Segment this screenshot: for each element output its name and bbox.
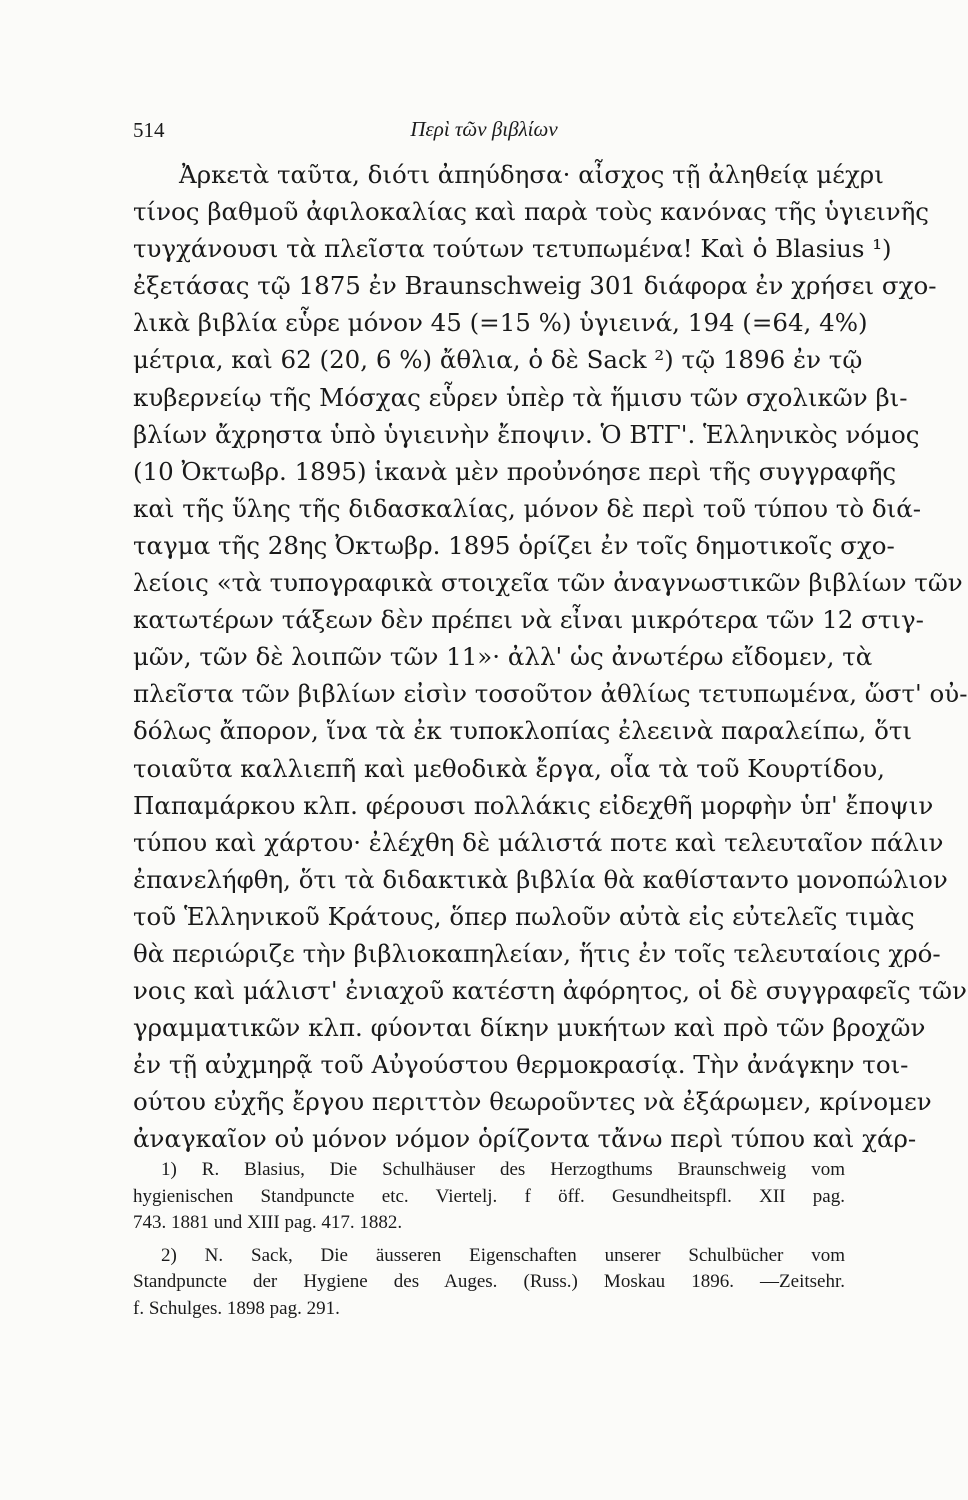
text-line: τοιαῦτα καλλιεπῆ καὶ μεθοδικὰ ἔργα, οἷα τὰ τοῦ Κουρτίδου,: [133, 753, 885, 783]
text-line: Παπαμάρκου κλπ. φέρουσι πολλάκις εἰδεχθῆ μορφὴν ὑπ' ἔποψιν: [133, 790, 934, 820]
text-line: τυγχάνουσι τὰ πλεῖστα τούτων τετυπωμένα! Καὶ ὁ Blasius ¹): [133, 234, 892, 264]
footnote-line: Standpuncte der Hygiene des Auges. (Russ.) Moskau 1896. —Zeitsehr.: [133, 1271, 845, 1292]
text-line: βλίων ἄχρηστα ὑπὸ ὑγιεινὴν ἔποψιν. Ὁ ΒΤΓ'. Ἑλληνικὸς νόμος: [133, 419, 920, 449]
text-line: (10 Ὀκτωβρ. 1895) ἱκανὰ μὲν προὐνόησε περὶ τῆς συγγραφῆς: [133, 456, 897, 486]
footnote-2: [133, 1243, 845, 1323]
footnote-line: hygienischen Standpuncte etc. Viertelj. f öff. Gesundheitspfl. XII pag.: [133, 1185, 845, 1207]
text-line: ἐξετάσας τῷ 1875 ἐν Braunschweig 301 διάφορα ἐν χρήσει σχο-: [133, 271, 937, 301]
body-text: [133, 156, 968, 1158]
text-line: κυβερνείῳ τῆς Μόσχας εὗρεν ὑπὲρ τὰ ἥμισυ τῶν σχολικῶν βι-: [133, 382, 908, 412]
text-line: νοις καὶ μάλιστ' ἐνιαχοῦ κατέστη ἀφόρητος, οἱ δὲ συγγραφεῖς τῶν: [133, 976, 967, 1006]
footnote-line: f. Schulges. 1898 pag. 291.: [133, 1297, 340, 1319]
text-line: ἐν τῇ αὐχμηρᾷ τοῦ Αὐγούστου θερμοκρασίᾳ. Τὴν ἀνάγκην τοι-: [133, 1050, 909, 1080]
footnote-line: 2) N. Sack, Die äusseren Eigenschaften unserer Schulbücher vom: [161, 1244, 845, 1266]
footnote-line: 743. 1881 und XIII pag. 417. 1882.: [133, 1212, 403, 1233]
running-title: Περὶ τῶν βιβλίων: [410, 117, 558, 141]
text-line: τύπου καὶ χάρτου· ἐλέχθη δὲ μάλιστά ποτε καὶ τελευταῖον πάλιν: [133, 827, 944, 857]
text-line: ούτου εὐχῆς ἔργου περιττὸν θεωροῦντες νὰ ἐξάρωμεν, κρίνομεν: [133, 1087, 932, 1117]
text-line: λικὰ βιβλία εὗρε μόνον 45 (=15 %) ὑγιεινά, 194 (=64, 4%): [133, 308, 868, 338]
text-line: ταγμα τῆς 28ης Ὀκτωβρ. 1895 ὁρίζει ἐν τοῖς δημοτικοῖς σχο-: [133, 530, 895, 560]
text-line: μέτρια, καὶ 62 (20, 6 %) ἄθλια, ὁ δὲ Sack ²) τῷ 1896 ἐν τῷ: [133, 345, 863, 375]
text-line: δόλως ἄπορον, ἵνα τὰ ἐκ τυποκλοπίας ἐλεεινὰ παραλείπω, ὅτι: [133, 716, 913, 746]
text-line: Ἀρκετὰ ταῦτα, διότι ἀπηύδησα· αἶσχος τῇ ἀληθείᾳ μέχρι: [179, 160, 884, 189]
text-line: θὰ περιώριζε τὴν βιβλιοκαπηλείαν, ἥτις ἐν τοῖς τελευταίοις χρό-: [133, 938, 941, 968]
text-line: τοῦ Ἑλληνικοῦ Κράτους, ὅπερ πωλοῦν αὐτὰ εἰς εὐτελεῖς τιμὰς: [133, 901, 915, 931]
text-line: πλεῖστα τῶν βιβλίων εἰσὶν τοσοῦτον ἀθλίως τετυπωμένα, ὥστ' οὐ-: [133, 679, 968, 709]
footnotes: [133, 1157, 845, 1322]
text-line: τίνος βαθμοῦ ἀφιλοκαλίας καὶ παρὰ τοὺς κανόνας τῆς ὑγιεινῆς: [133, 197, 930, 227]
text-line: ἐπανελήφθη, ὅτι τὰ διδακτικὰ βιβλία θὰ καθίσταντο μονοπώλιον: [133, 864, 948, 894]
text-line: κατωτέρων τάξεων δὲν πρέπει νὰ εἶναι μικρότερα τῶν 12 στιγ-: [133, 605, 924, 635]
text-line: γραμματικῶν κλπ. φύονται δίκην μυκήτων καὶ πρὸ τῶν βροχῶν: [133, 1013, 926, 1043]
footnote-1: [133, 1157, 845, 1237]
text-line: ἀναγκαῖον οὐ μόνον νόμον ὁρίζοντα τἄνω περὶ τύπου καὶ χάρ-: [133, 1124, 917, 1154]
text-line: καὶ τῆς ὕλης τῆς διδασκαλίας, μόνον δὲ περὶ τοῦ τύπου τὸ διά-: [133, 493, 922, 523]
footnote-line: 1) R. Blasius, Die Schulhäuser des Herzogthums Braunschweig vom: [161, 1159, 845, 1180]
text-line: λείοις «τὰ τυπογραφικὰ στοιχεῖα τῶν ἀναγνωστικῶν βιβλίων τῶν: [133, 568, 963, 598]
page-number: 514: [133, 118, 165, 142]
text-line: μῶν, τῶν δὲ λοιπῶν τῶν 11»· ἀλλ' ὡς ἀνωτέρω εἴδομεν, τὰ: [133, 642, 873, 672]
